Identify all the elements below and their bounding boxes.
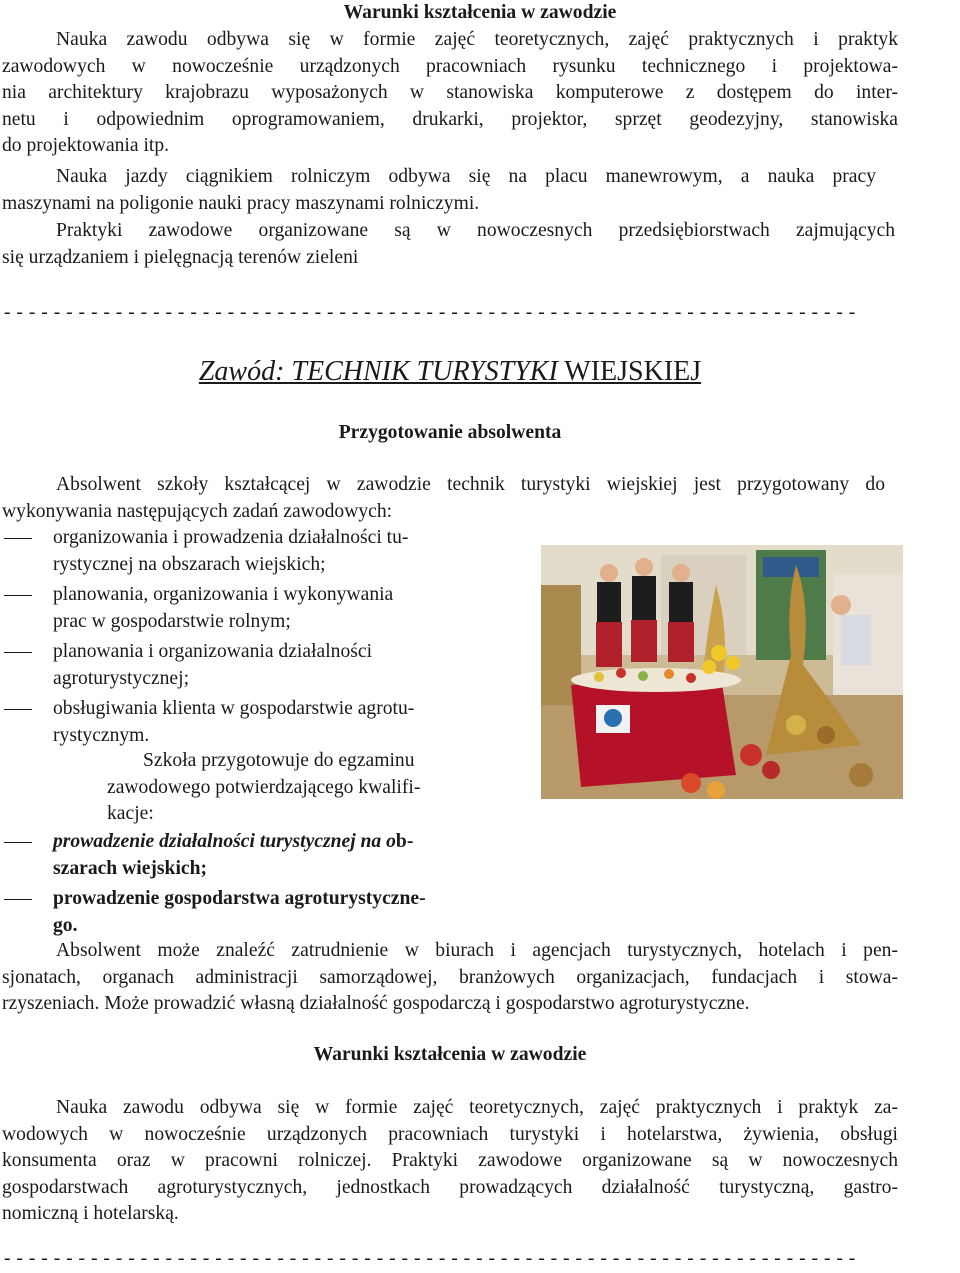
profession-title-suffix: WIEJSKIEJ [557, 356, 702, 387]
paragraph-training-form [2, 27, 898, 160]
dash-bullet [4, 652, 32, 653]
paragraph-graduate-intro [2, 472, 885, 525]
dash-bullet [4, 538, 32, 539]
text-line: zawodowego potwierdzającego kwalifi- [107, 776, 421, 798]
dashed-separator: - - - - - - - - - - - - - - - - - - - - - - - - - - - - - - - - - - - - - - - - - - - - - - - - - - - - - - - - - - - - - - - - - - - - - [4, 302, 856, 323]
text-line: szarach wiejskich; [53, 857, 208, 879]
section-heading-conditions-2: Warunki kształcenia w zawodzie [313, 1044, 587, 1065]
text-line: nia architektury krajobrazu wyposażonych w stanowiska komputerowe z dostępem do inter- [2, 82, 898, 104]
list-item [0, 639, 480, 692]
text-line: Nauka jazdy ciągnikiem rolniczym odbywa się na placu manewrowym, a nauka pracy [56, 166, 876, 187]
paragraph-employment [2, 938, 898, 1018]
text-line: gospodarstwach agroturystycznych, jednostkach prowadzących działalność turystyczną, gastro- [2, 1176, 898, 1198]
text-line: kacje: [107, 803, 154, 825]
dash-bullet [4, 899, 32, 900]
text-line: sjonatach, organach administracji samorządowej, branżowych organizacjach, fundacjach i stowa- [2, 966, 898, 988]
profession-title-italic: Zawód: TECHNIK TURYSTYKI [198, 356, 558, 387]
qualification-text-italic: prowadzenie działalności turystycznej na o [53, 831, 396, 852]
dash-bullet [4, 595, 32, 596]
dash-bullet [4, 842, 32, 843]
qualification-text-bold: b- [395, 831, 414, 852]
text-line: obsługiwania klienta w gospodarstwie agrotu- [53, 698, 415, 719]
paragraph-internships [2, 218, 895, 271]
profession-title [0, 355, 900, 389]
text-line: Absolwent może znaleźć zatrudnienie w biurach i agencjach turystycznych, hotelach i pen- [56, 940, 898, 961]
section-heading-conditions: Warunki kształcenia w zawodzie [343, 2, 617, 23]
text-line: wodowych w nowocześnie urządzonych pracowniach turystyki i hotelarstwa, żywienia, obsługi [2, 1123, 898, 1145]
paragraph-tractor-training [2, 164, 876, 217]
paragraph-exam [107, 748, 487, 828]
list-item [0, 582, 480, 635]
text-line: agroturystycznej; [53, 667, 190, 689]
section-heading-graduate: Przygotowanie absolwenta [338, 422, 562, 443]
text-line: rystycznej na obszarach wiejskich; [53, 553, 326, 575]
text-line: planowania i organizowania działalności [53, 641, 373, 662]
dashed-separator: - - - - - - - - - - - - - - - - - - - - - - - - - - - - - - - - - - - - - - - - - - - - - - - - - - - - - - - - - - - - - - - - - - - - - [4, 1248, 856, 1269]
text-line: wykonywania następujących zadań zawodowych: [2, 500, 393, 522]
text-line: konsumenta oraz w pracowni rolniczej. Praktyki zawodowe organizowane są w nowoczesnych [2, 1150, 898, 1172]
exhibition-photo [541, 545, 903, 799]
text-line: zawodowych w nowocześnie urządzonych pracowniach rysunku technicznego i projektowa- [2, 55, 898, 77]
text-line: prac w gospodarstwie rolnym; [53, 610, 291, 632]
qualification-item [0, 886, 480, 939]
text-line: Nauka zawodu odbywa się w formie zajęć teoretycznych, zajęć praktycznych i praktyk [56, 29, 898, 50]
text-line: planowania, organizowania i wykonywania [53, 584, 394, 605]
qualification-item [0, 829, 480, 882]
paragraph-training-form-2 [2, 1095, 898, 1228]
list-item [0, 696, 480, 749]
text-line: się urządzaniem i pielęgnacją terenów zieleni [2, 246, 359, 268]
text-line: rystycznym. [53, 724, 150, 746]
text-line: Nauka zawodu odbywa się w formie zajęć teoretycznych, zajęć praktycznych i praktyk za- [56, 1097, 898, 1118]
list-item [0, 525, 480, 578]
text-line: go. [53, 914, 78, 936]
text-line: nomiczną i hotelarską. [2, 1203, 179, 1225]
text-line: maszynami na poligonie nauki pracy maszynami rolniczymi. [2, 192, 480, 214]
text-line: Praktyki zawodowe organizowane są w nowoczesnych przedsiębiorstwach zajmujących [56, 220, 895, 241]
text-line: Szkoła przygotowuje do egzaminu [143, 750, 415, 771]
text-line: rzyszeniach. Może prowadzić własną działalność gospodarczą i gospodarstwo agroturystyczne. [2, 993, 750, 1015]
text-line: netu i odpowiednim oprogramowaniem, drukarki, projektor, sprzęt geodezyjny, stanowiska [2, 108, 898, 130]
text-line: do projektowania itp. [2, 135, 170, 157]
text-line: organizowania i prowadzenia działalności tu- [53, 527, 409, 548]
text-line: prowadzenie gospodarstwa agroturystyczne- [53, 888, 426, 909]
text-line: Absolwent szkoły kształcącej w zawodzie technik turystyki wiejskiej jest przygotowany do [56, 474, 885, 495]
dash-bullet [4, 709, 32, 710]
